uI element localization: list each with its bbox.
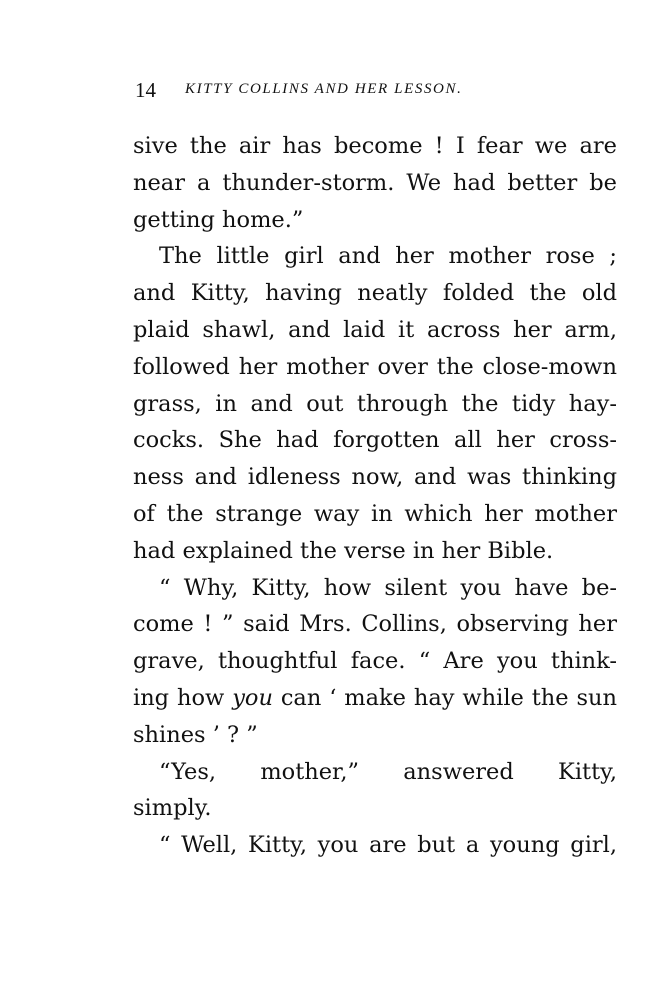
text-line: plaid shawl, and laid it across her arm, [133, 316, 617, 343]
text-line: near a thunder-storm. We had better be [133, 169, 617, 196]
text-line: and Kitty, having neatly folded the old [133, 280, 617, 307]
text-line: “Yes, mother,” answered Kitty, [159, 758, 617, 785]
text-line: sive the air has become ! I fear we are [133, 133, 617, 159]
text-fragment: can ‘ make hay while the sun [272, 684, 617, 711]
text-line [133, 680, 617, 717]
text-line: grass, in and out through the tidy hay- [133, 390, 617, 417]
page-number: 14 [135, 78, 156, 102]
text-line: grave, thoughtful face. “ Are you think- [133, 648, 617, 675]
text-line: shines ’ ? ” [133, 721, 258, 748]
text-line: cocks. She had forgotten all her cross- [133, 427, 617, 454]
running-title: KITTY COLLINS AND HER LESSON. [185, 81, 463, 97]
text-line: had explained the verse in her Bible. [133, 537, 554, 564]
text-line: simply. [133, 795, 212, 822]
text-line: “ Well, Kitty, you are but a young girl, [159, 832, 617, 859]
text-line: getting home.” [133, 206, 304, 233]
running-header [135, 78, 615, 102]
text-fragment: ing how [133, 684, 233, 711]
text-line: of the strange way in which her mother [133, 500, 617, 527]
text-line: followed her mother over the close-mown [133, 353, 617, 380]
body-text [133, 128, 617, 864]
text-line: The little girl and her mother rose ; [159, 243, 617, 270]
italic-word: you [232, 684, 273, 711]
text-line: ness and idleness now, and was thinking [133, 464, 617, 491]
text-line: come ! ” said Mrs. Collins, observing her [133, 611, 617, 638]
text-line: “ Why, Kitty, how silent you have be- [159, 574, 617, 601]
